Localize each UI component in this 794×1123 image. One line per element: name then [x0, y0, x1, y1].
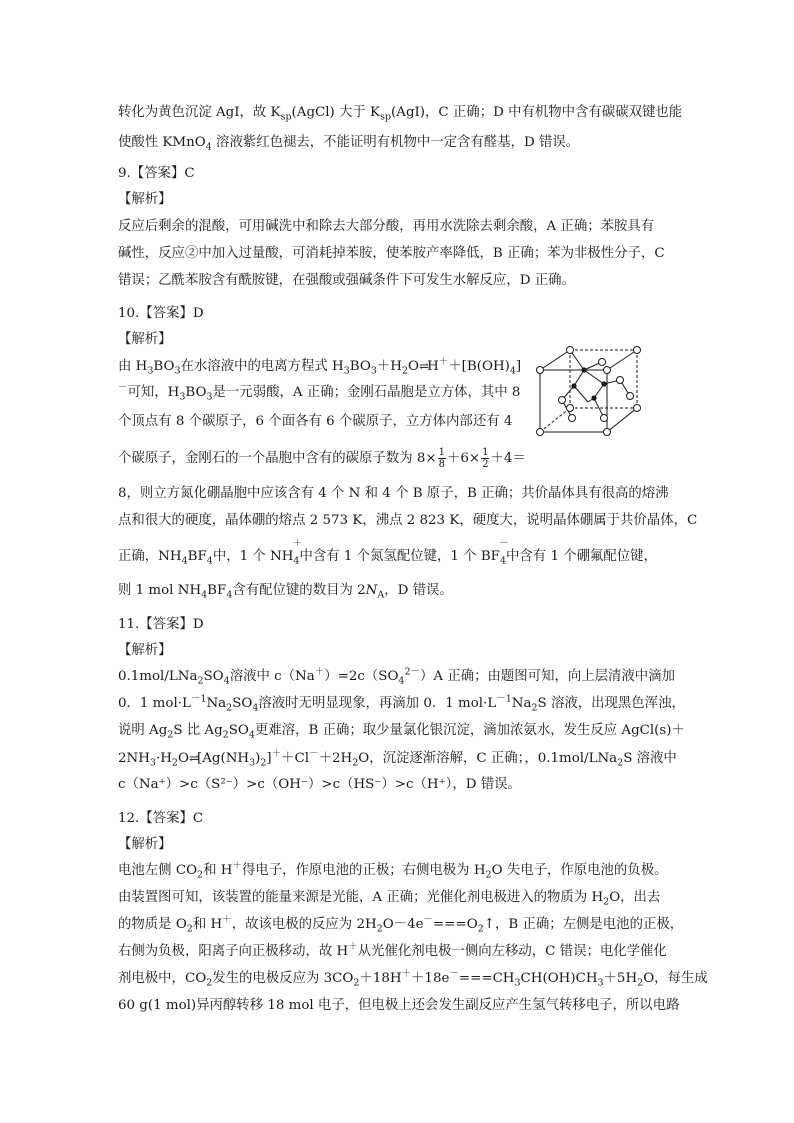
text-line: 由 $H_3BO_3$在水溶液中的电离方程式 $H_3BO_3+H_2O\rightleftharpoons H^++[B(OH)_4]$	[118, 356, 522, 377]
fraction: $\frac{1}{8}$	[438, 447, 445, 470]
text-line: 碱性，反应②中加入过量酸，可消耗掉苯胺，使苯胺产率降低，B 正确；苯为非极性分子，C	[118, 246, 665, 261]
text-line: 个碳原子，金刚石的一个晶胞中含有的碳原子数为 8× $\frac{1}{8}$ ＋6× $\frac{1}{2}$ ＋4＝	[118, 447, 526, 470]
analysis-label: 【解析】	[118, 192, 172, 207]
text-line: $0.1mol/LNa_2SO_4$溶液中 $c(Na^+)=2c(SO_4^{2-})A$ 正确；由题图可知，向上层清液中滴加	[118, 666, 675, 687]
answer-heading: 9.【答案】C	[118, 166, 195, 181]
answer-heading: 10.【答案】D	[118, 306, 204, 321]
text-line: 剂电极中，$CO_2$发生的电极反应为 $3CO_2+18H^++18e^-===CH_3CH(OH)CH_3+5H_2O$，每生成	[118, 968, 708, 989]
text-line: 错误；乙酰苯胺含有酰胺键，在强酸或强碱条件下可发生水解反应，D 正确。	[118, 273, 575, 288]
text-line: 转化为黄色沉淀 AgI，故 $K_{sp}(AgCl)$ 大于 $K_{sp}(AgI)$，C 正确；D 中有机物中含有碳碳双键也能	[118, 105, 683, 123]
text-line: －可知，$H_3BO_3$是一元弱酸，A 正确；金刚石晶胞是立方体，其中 8	[118, 382, 521, 403]
text-line: 电池左侧 $CO_2$和 H＋得电子，作原电池的正极；右侧电极为 $H_2O$ 失电子，作原电池的负极。	[118, 860, 668, 881]
text-line: 正确，$NH_4BF_4$中，1 个 NH ＋ $_4$中含有 1 个氮氢配位键，1 个 BF － $_4$中含有 1 个硼氟配位键，	[118, 538, 657, 567]
text-line: 反应后剩余的混酸，可用碱洗中和除去大部分酸，再用水洗除去剩余酸，A 正确；苯胺具有	[118, 219, 655, 234]
analysis-label: 【解析】	[118, 332, 172, 347]
crystal-structure-diagram	[532, 340, 662, 440]
analysis-label: 【解析】	[118, 837, 172, 852]
analysis-label: 【解析】	[118, 643, 172, 658]
equilibrium-arrow-icon: ⇌	[188, 751, 197, 765]
text-line: $2NH_3\cdot H_2O\rightleftharpoons[Ag(NH_3)_2]^++Cl^-+2H_2O$，沉淀逐渐溶解，C 正确；，0.1mol/LNa$_2$S 溶液中	[118, 748, 677, 769]
text-line: 由装置图可知，该装置的能量来源是光能，A 正确；光催化剂电极进入的物质为 $H_2O$，出去	[118, 890, 661, 908]
text-line: 8，则立方氮化硼晶胞中应该含有 4 个 N 和 4 个 B 原子，B 正确；共价晶体具有很高的熔沸	[118, 486, 669, 501]
text-line: 0．1 $mol\cdot L^{-1}Na_2SO_4$溶液时无明显现象，再滴加 0．1 $mol\cdot L^{-1}Na_2S$ 溶液，出现黑色浑浊，	[118, 693, 685, 714]
text-line: 右侧为负极，阳离子向正极移动，故 H＋从光催化剂电极一侧向左移动，C 错误；电化学催化	[118, 941, 667, 959]
equilibrium-arrow-icon: ⇌	[419, 359, 428, 373]
fraction: $\frac{1}{2}$	[482, 447, 489, 470]
answer-heading: 12.【答案】C	[118, 811, 204, 826]
text-line: 点和很大的硬度，晶体硼的熔点 2 573 K，沸点 2 823 K，硬度大，说明晶体硼属于共价晶体，C	[118, 513, 698, 528]
text-line: 说明 $Ag_2S$ 比 $Ag_2SO_4$更难溶，B 正确；取少量氯化银沉淀，滴加浓氨水，发生反应 AgCl(s)＋	[118, 723, 685, 741]
answer-heading: 11.【答案】D	[118, 617, 204, 632]
text-line: c（Na⁺）>c（S²⁻）>c（OH⁻）>c（HS⁻）>c（H⁺），D 错误。	[118, 777, 521, 792]
text-line: 60 g(1 mol)异丙醇转移 18 mol 电子，但电极上还会发生副反应产生氢气转移电子，所以电路	[118, 998, 680, 1013]
text-line: 使酸性 KMnO$_4$ 溶液紫红色褪去，不能证明有机物中一定含有醛基，D 错误。	[118, 135, 580, 153]
text-line: 则 1 mol $NH_4BF_4$含有配位键的数目为 $2N_A$，D 错误。	[118, 583, 453, 601]
text-line: 个顶点有 8 个碳原子，6 个面各有 6 个碳原子，立方体内部还有 4	[118, 414, 513, 429]
text-line: 的物质是 $O_2$和 H＋，故该电极的反应为 $2H_2O-4e^-===O_2↑$，B 正确；左侧是电池的正极，	[118, 914, 684, 935]
